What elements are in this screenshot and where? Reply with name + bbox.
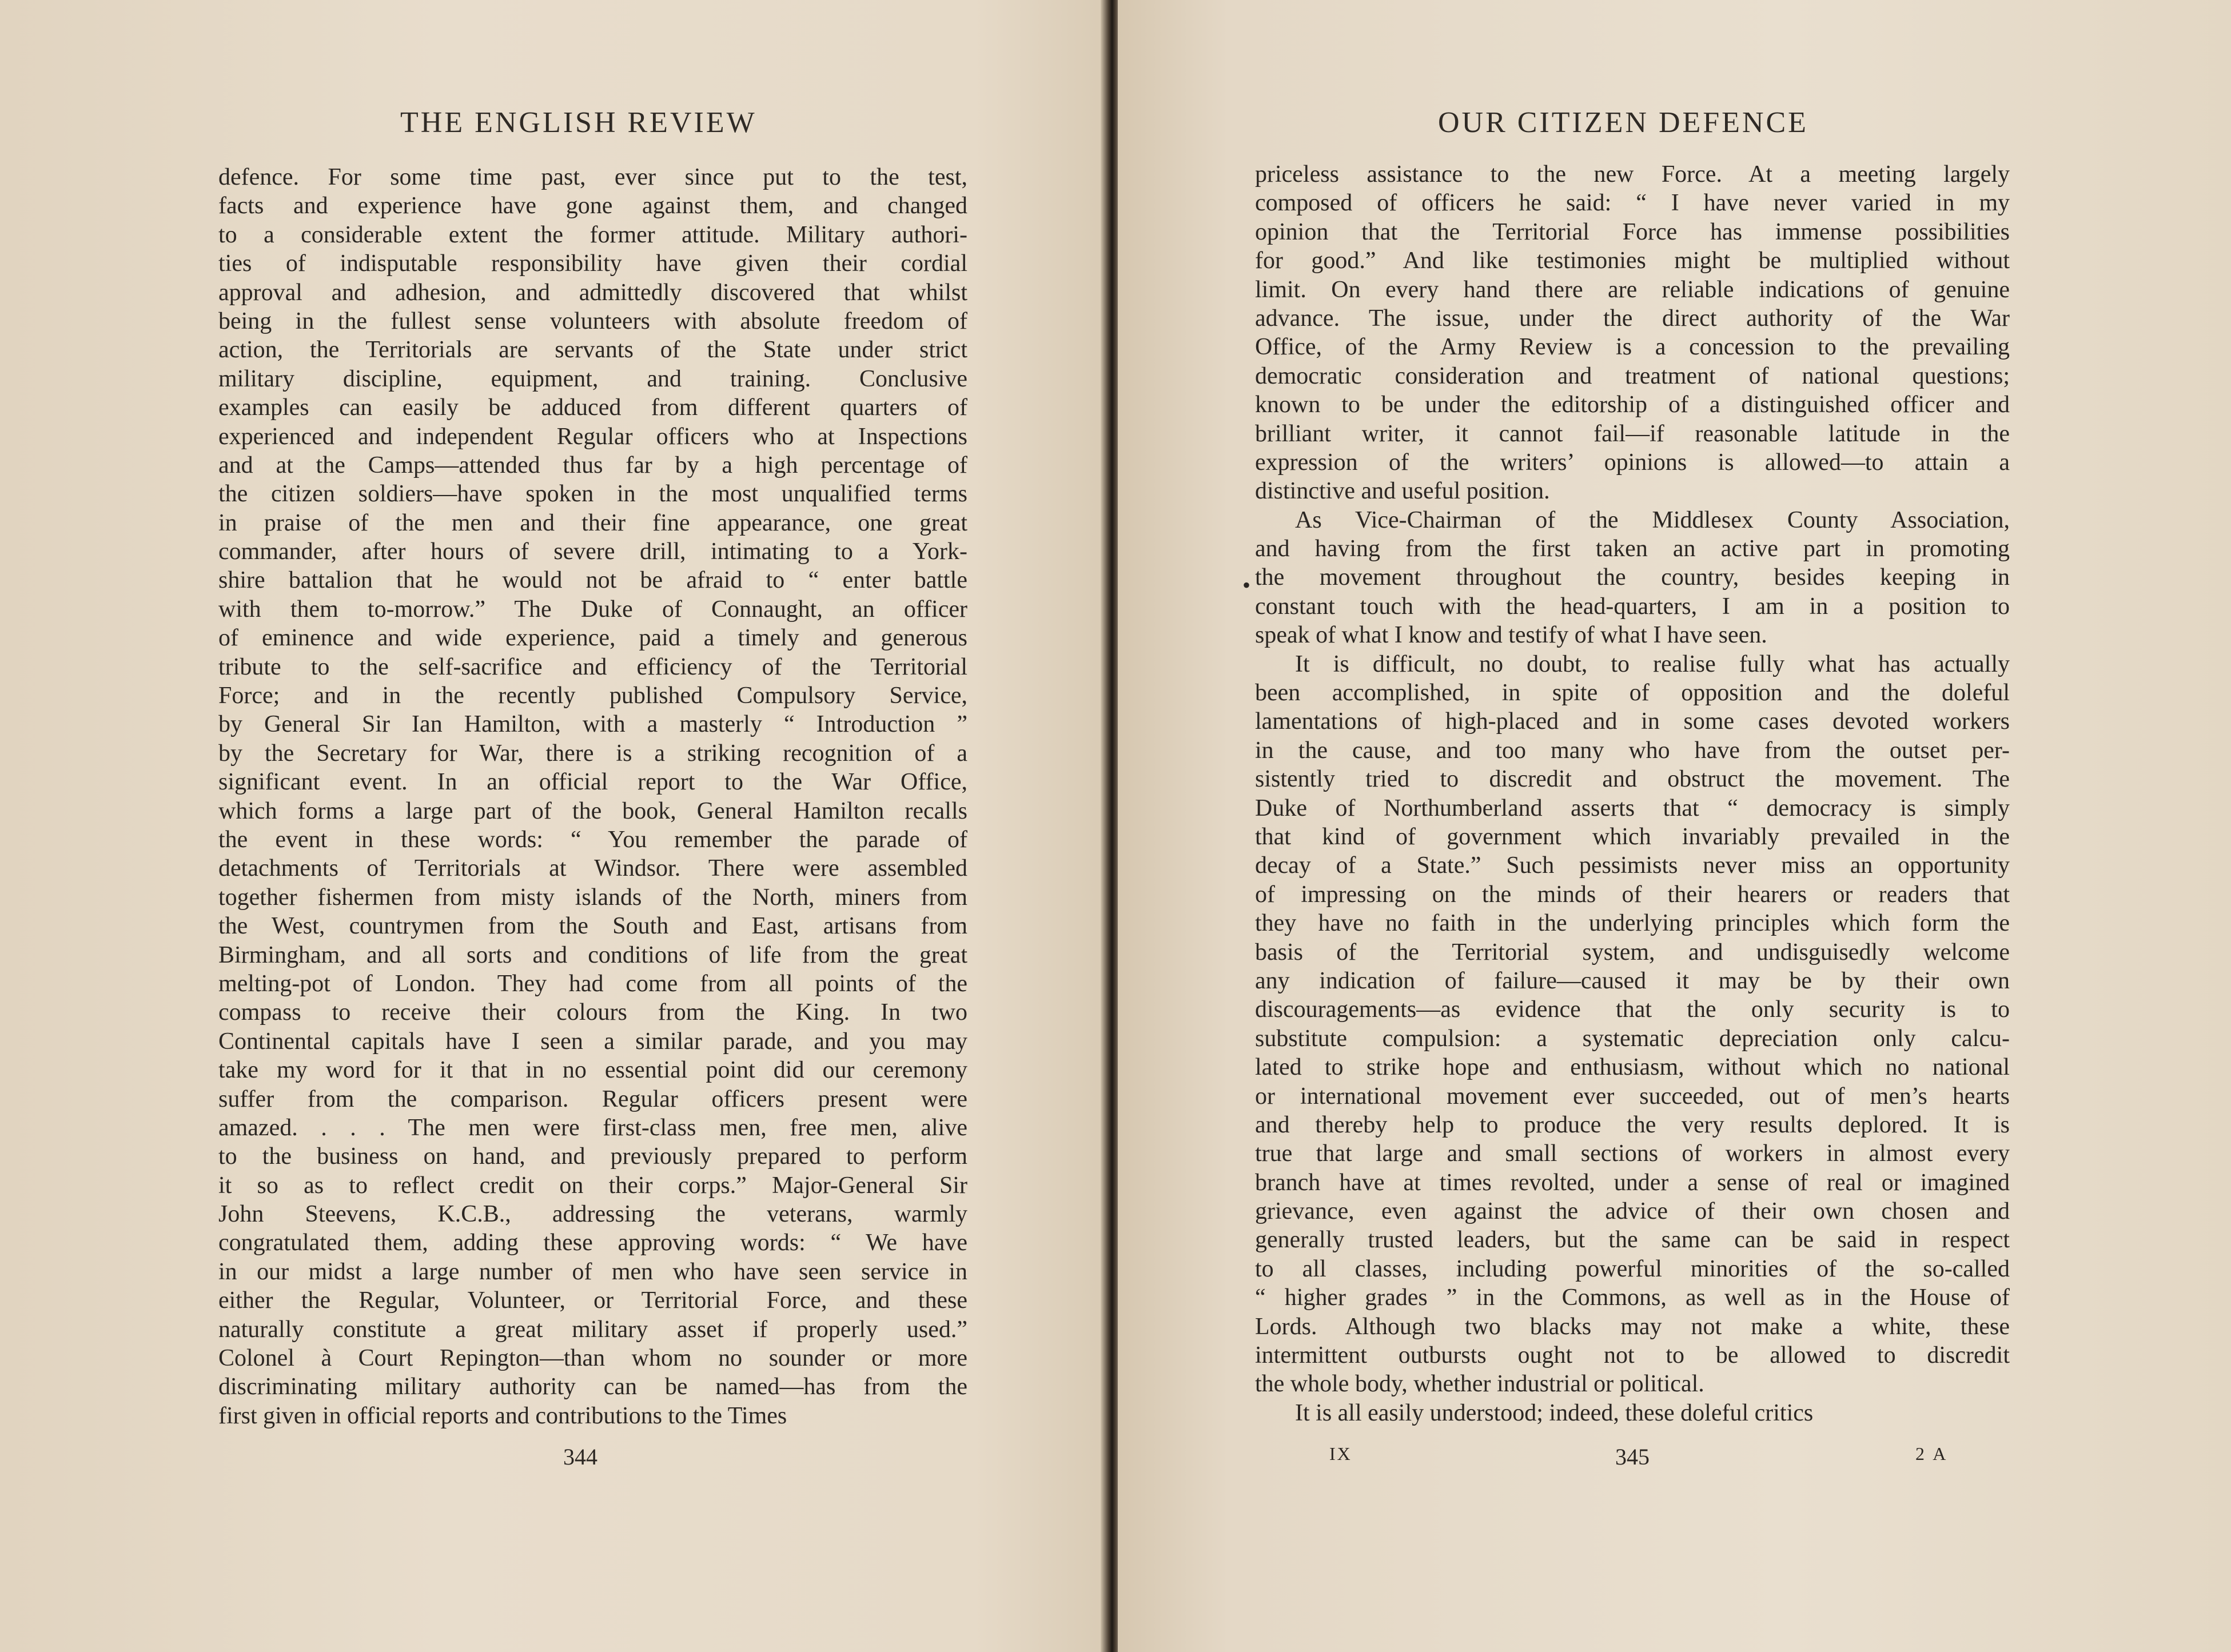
- text-line: suffer from the comparison. Regular officers present were: [218, 1086, 967, 1112]
- text-line: composed of officers he said: “ I have never varied in my: [1255, 190, 2010, 217]
- text-line: shire battalion that he would not be afraid to “ enter battle: [218, 567, 967, 594]
- text-line: by the Secretary for War, there is a striking recognition of a: [218, 740, 967, 767]
- text-line: being in the fullest sense volunteers with absolute freedom of: [218, 308, 967, 334]
- text-line: significant event. In an official report to the War Office,: [218, 769, 967, 796]
- text-line: advance. The issue, under the direct authority of the War: [1255, 305, 2010, 332]
- text-line: detachments of Territorials at Windsor. There were assembled: [218, 855, 967, 882]
- text-line: constant touch with the head-quarters, I am in a position to: [1255, 593, 2010, 620]
- text-line: with them to-morrow.” The Duke of Connaught, an officer: [218, 596, 967, 623]
- text-line: for good.” And like testimonies might be multiplied without: [1255, 248, 2010, 274]
- text-line: substitute compulsion: a systematic depreciation only calcu-: [1255, 1025, 2010, 1052]
- text-line: that kind of government which invariably prevailed in the: [1255, 823, 2010, 850]
- text-line: priceless assistance to the new Force. At a meeting largely: [1255, 161, 2010, 187]
- text-line: they have no faith in the underlying principles which form the: [1255, 910, 2010, 937]
- text-line: basis of the Territorial system, and undisguisedly welcome: [1255, 939, 2010, 965]
- text-line: experienced and independent Regular officers who at Inspections: [218, 423, 967, 450]
- text-line: action, the Territorials are servants of the State under strict: [218, 337, 967, 364]
- text-line: Force; and in the recently published Compulsory Service,: [218, 683, 967, 709]
- text-line: melting-pot of London. They had come from all points of the: [218, 970, 967, 997]
- text-line: in our midst a large number of men who have seen service in: [218, 1258, 967, 1285]
- text-line: the whole body, whether industrial or political.: [1255, 1371, 1704, 1398]
- text-line: take my word for it that in no essential point did our ceremony: [218, 1057, 967, 1084]
- text-line: John Steevens, K.C.B., addressing the veterans, warmly: [218, 1201, 967, 1228]
- text-line: in the cause, and too many who have from the outset per-: [1255, 737, 2010, 764]
- text-line: sistently tried to discredit and obstruct the movement. The: [1255, 766, 2010, 793]
- text-line: brilliant writer, it cannot fail—if reasonable latitude in the: [1255, 420, 2010, 447]
- text-line: As Vice-Chairman of the Middlesex County Association,: [1295, 506, 2010, 533]
- text-line: and having from the first taken an active part in promoting: [1255, 536, 2010, 562]
- text-line: decay of a State.” Such pessimists never miss an opportunity: [1255, 852, 2010, 879]
- text-line: compass to receive their colours from the King. In two: [218, 999, 967, 1026]
- text-line: Office, of the Army Review is a concession to the prevailing: [1255, 334, 2010, 361]
- text-line: discouragements—as evidence that the only security is to: [1255, 996, 2010, 1023]
- signature-mark-left: IX: [1329, 1443, 1352, 1464]
- text-line: either the Regular, Volunteer, or Territorial Force, and these: [218, 1287, 967, 1314]
- text-line: Duke of Northumberland asserts that “ democracy is simply: [1255, 795, 2010, 821]
- text-line: or international movement ever succeeded, out of men’s hearts: [1255, 1083, 2010, 1110]
- text-line: expression of the writers’ opinions is allowed—to attain a: [1255, 449, 2010, 476]
- text-line: naturally constitute a great military asset if properly used.”: [218, 1316, 967, 1343]
- left-body-text: [218, 163, 967, 1430]
- text-line: It is all easily understood; indeed, these doleful critics: [1295, 1399, 1814, 1426]
- text-line: generally trusted leaders, but the same can be said in respect: [1255, 1227, 2010, 1254]
- text-line: in praise of the men and their fine appearance, one great: [218, 509, 967, 536]
- text-line: and thereby help to produce the very results deplored. It is: [1255, 1111, 2010, 1138]
- text-line: first given in official reports and contributions to the Times: [218, 1402, 787, 1429]
- text-line: intermittent outbursts ought not to be allowed to discredit: [1255, 1342, 2010, 1369]
- text-line: grievance, even against the advice of their own chosen and: [1255, 1198, 2010, 1225]
- text-line: Continental capitals have I seen a similar parade, and you may: [218, 1028, 967, 1055]
- text-line: Lords. Although two blacks may not make a white, these: [1255, 1313, 2010, 1340]
- text-line: discriminating military authority can be named—has from the: [218, 1374, 967, 1400]
- margin-mark: •: [1242, 572, 1251, 598]
- text-line: lamentations of high-placed and in some cases devoted workers: [1255, 708, 2010, 735]
- text-line: to the business on hand, and previously prepared to perform: [218, 1143, 967, 1170]
- text-line: examples can easily be adduced from different quarters of: [218, 394, 967, 421]
- left-page-number: 344: [563, 1444, 597, 1470]
- text-line: Colonel à Court Repington—than whom no sounder or more: [218, 1345, 967, 1372]
- text-line: which forms a large part of the book, General Hamilton recalls: [218, 797, 967, 824]
- text-line: tribute to the self-sacrifice and efficiency of the Territorial: [218, 653, 967, 680]
- right-body-text: [1255, 160, 2010, 1427]
- text-line: and at the Camps—attended thus far by a high percentage of: [218, 452, 967, 478]
- text-line: opinion that the Territorial Force has immense possibilities: [1255, 218, 2010, 245]
- text-line: democratic consideration and treatment of national questions;: [1255, 362, 2010, 389]
- text-line: known to be under the editorship of a distinguished officer and: [1255, 392, 2010, 418]
- text-line: any indication of failure—caused it may be by their own: [1255, 967, 2010, 994]
- text-line: Birmingham, and all sorts and conditions of life from the great: [218, 941, 967, 968]
- text-line: together fishermen from misty islands of the North, miners from: [218, 884, 967, 911]
- text-line: to a considerable extent the former attitude. Military authori-: [218, 221, 967, 248]
- text-line: the West, countrymen from the South and East, artisans from: [218, 913, 967, 940]
- text-line: true that large and small sections of workers in almost every: [1255, 1140, 2010, 1167]
- text-line: it so as to reflect credit on their corps.” Major-General Sir: [218, 1172, 967, 1199]
- text-line: the movement throughout the country, besides keeping in: [1255, 564, 2010, 591]
- left-running-head: THE ENGLISH REVIEW: [400, 106, 757, 139]
- signature-mark-right: 2 A: [1915, 1443, 1949, 1464]
- text-line: defence. For some time past, ever since put to the test,: [218, 164, 967, 190]
- text-line: facts and experience have gone against them, and changed: [218, 193, 967, 220]
- text-line: limit. On every hand there are reliable indications of genuine: [1255, 276, 2010, 303]
- text-line: been accomplished, in spite of opposition and the doleful: [1255, 680, 2010, 707]
- text-line: military discipline, equipment, and training. Conclusive: [218, 365, 967, 392]
- text-line: the citizen soldiers—have spoken in the most unqualified terms: [218, 481, 967, 508]
- text-line: of eminence and wide experience, paid a timely and generous: [218, 625, 967, 652]
- text-line: approval and adhesion, and admittedly discovered that whilst: [218, 279, 967, 306]
- text-line: speak of what I know and testify of what I have seen.: [1255, 622, 1767, 649]
- text-line: by General Sir Ian Hamilton, with a masterly “ Introduction ”: [218, 711, 967, 738]
- text-line: congratulated them, adding these approving words: “ We have: [218, 1230, 967, 1256]
- text-line: to all classes, including powerful minorities of the so-called: [1255, 1255, 2010, 1282]
- text-line: commander, after hours of severe drill, intimating to a York-: [218, 538, 967, 565]
- text-line: It is difficult, no doubt, to realise fully what has actually: [1295, 651, 2010, 677]
- text-line: “ higher grades ” in the Commons, as well as in the House of: [1255, 1284, 2010, 1311]
- right-page-number: 345: [1615, 1444, 1650, 1470]
- text-line: lated to strike hope and enthusiasm, without which no national: [1255, 1054, 2010, 1081]
- right-page: [1118, 0, 2231, 1652]
- left-page: [0, 0, 1106, 1652]
- text-line: distinctive and useful position.: [1255, 478, 1550, 505]
- right-running-head: OUR CITIZEN DEFENCE: [1438, 106, 1808, 139]
- text-line: amazed. . . . The men were first-class men, free men, alive: [218, 1114, 967, 1141]
- text-line: the event in these words: “ You remember the parade of: [218, 826, 967, 853]
- text-line: branch have at times revolted, under a sense of real or imagined: [1255, 1169, 2010, 1196]
- text-line: of impressing on the minds of their hearers or readers that: [1255, 881, 2010, 908]
- text-line: ties of indisputable responsibility have given their cordial: [218, 250, 967, 277]
